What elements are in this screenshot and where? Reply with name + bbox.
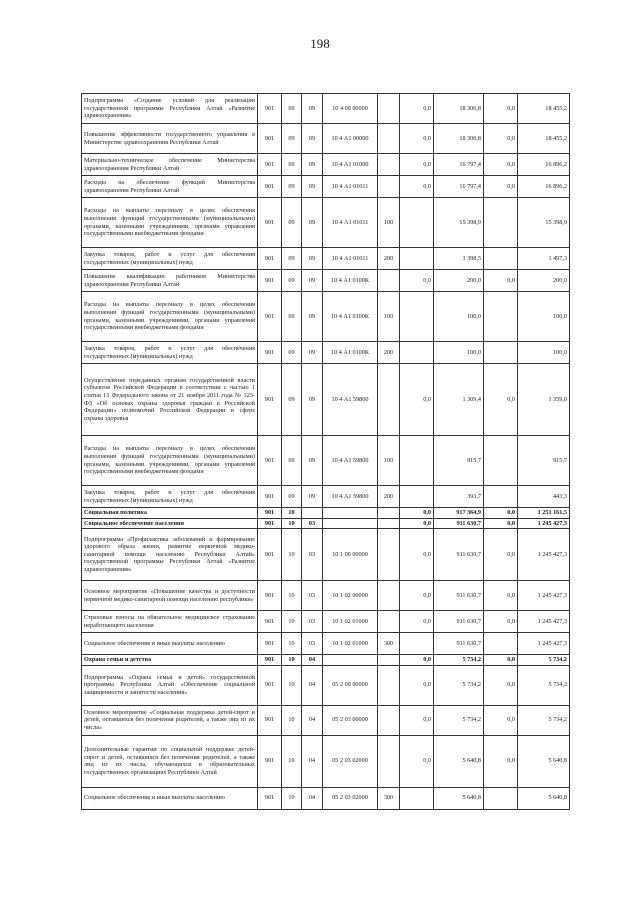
admin-code: 901	[258, 292, 282, 342]
expense-type: 200	[378, 342, 400, 364]
amount-3: 0,0	[484, 735, 518, 787]
target-article: 10 4 А1 01011	[323, 176, 378, 198]
row-name: Осуществление переданных органам государственной власти субъектов Российской Федерации в соответствии с частью 1 статьи 15 Федерального закона от 21 ноября 2011 года № 323-ФЗ «Об основах охраны здоровья граждан в Российской Федерации» полномочий Российской Федерации в сфере охраны здоровья	[82, 364, 258, 436]
table-row	[82, 124, 570, 154]
subsection-code: 04	[302, 705, 323, 735]
amount-4: 5 734,2	[518, 705, 570, 735]
amount-1	[400, 248, 434, 270]
amount-3: 0,0	[484, 176, 518, 198]
subsection-code: 04	[302, 787, 323, 809]
admin-code: 901	[258, 581, 282, 611]
table-row	[82, 292, 570, 342]
amount-3: 0,0	[484, 665, 518, 705]
subsection-code	[302, 508, 323, 519]
amount-1	[400, 486, 434, 508]
amount-1: 0,0	[400, 518, 434, 529]
expense-type: 300	[378, 633, 400, 655]
section-code: 09	[282, 154, 302, 176]
section-code: 10	[282, 633, 302, 655]
row-name: Повышение эффективности государственного управления в Министерстве здравоохранения Республики Алтай	[82, 124, 258, 154]
amount-3: 0,0	[484, 655, 518, 666]
amount-2: 5 734,2	[434, 655, 484, 666]
admin-code: 901	[258, 529, 282, 581]
amount-1	[400, 198, 434, 248]
section-code: 10	[282, 611, 302, 633]
section-code: 09	[282, 270, 302, 292]
subsection-code: 09	[302, 176, 323, 198]
budget-table	[81, 93, 570, 810]
expense-type: 200	[378, 486, 400, 508]
amount-2: 5 734,2	[434, 665, 484, 705]
section-code: 10	[282, 508, 302, 519]
table-row	[82, 611, 570, 633]
amount-1: 0,0	[400, 705, 434, 735]
expense-type	[378, 655, 400, 666]
amount-1	[400, 436, 434, 486]
amount-4: 16 896,2	[518, 176, 570, 198]
admin-code: 901	[258, 154, 282, 176]
subsection-code: 09	[302, 486, 323, 508]
target-article: 10 4 00 00000	[323, 94, 378, 124]
table-row	[82, 508, 570, 519]
subsection-code: 04	[302, 655, 323, 666]
row-name: Расходы на выплаты персоналу в целях обеспечения выполнения функций государственными (муниципальными) органами, казенными учреждениями, органами управления государственными внебюджетными фондами	[82, 292, 258, 342]
amount-4: 1 245 427,3	[518, 529, 570, 581]
admin-code: 901	[258, 248, 282, 270]
row-name: Социальная политика	[82, 508, 258, 519]
subsection-code: 09	[302, 364, 323, 436]
amount-1: 0,0	[400, 94, 434, 124]
section-code: 10	[282, 581, 302, 611]
amount-3: 0,0	[484, 581, 518, 611]
row-name: Основное мероприятие «Социальная поддержка детей-сирот и детей, оставшихся без попечения родителей, а также лиц из их числа»	[82, 705, 258, 735]
amount-1	[400, 292, 434, 342]
amount-2: 18 306,8	[434, 124, 484, 154]
admin-code: 901	[258, 665, 282, 705]
amount-3: 0,0	[484, 705, 518, 735]
section-code: 09	[282, 486, 302, 508]
table-row	[82, 529, 570, 581]
amount-1	[400, 633, 434, 655]
table-row	[82, 436, 570, 486]
target-article: 10 4 А1 0100К	[323, 292, 378, 342]
table-row	[82, 705, 570, 735]
target-article: 05 2 03 00000	[323, 705, 378, 735]
admin-code: 901	[258, 655, 282, 666]
section-code: 09	[282, 124, 302, 154]
row-name: Подпрограмма «Создание условий для реализации государственной программы Республики Алтай «Развитие здравоохранения»	[82, 94, 258, 124]
expense-type	[378, 270, 400, 292]
target-article: 05 2 03 02000	[323, 787, 378, 809]
admin-code: 901	[258, 94, 282, 124]
table-row	[82, 94, 570, 124]
amount-1: 0,0	[400, 508, 434, 519]
subsection-code: 03	[302, 529, 323, 581]
amount-4: 1 245 427,3	[518, 518, 570, 529]
target-article: 10 1 02 00000	[323, 581, 378, 611]
amount-2: 911 630,7	[434, 518, 484, 529]
admin-code: 901	[258, 787, 282, 809]
amount-2: 18 306,8	[434, 94, 484, 124]
row-name: Закупка товаров, работ и услуг для обеспечения государственных (муниципальных) нужд	[82, 342, 258, 364]
amount-2: 200,0	[434, 270, 484, 292]
amount-4: 5 640,8	[518, 787, 570, 809]
section-code: 10	[282, 665, 302, 705]
subsection-code: 03	[302, 611, 323, 633]
section-code: 10	[282, 529, 302, 581]
amount-2: 16 797,4	[434, 154, 484, 176]
amount-1: 0,0	[400, 364, 434, 436]
table-row	[82, 248, 570, 270]
subsection-code: 09	[302, 94, 323, 124]
target-article: 10 1 02 01000	[323, 611, 378, 633]
table-row	[82, 655, 570, 666]
table-row	[82, 154, 570, 176]
amount-2: 911 630,7	[434, 611, 484, 633]
table-row	[82, 364, 570, 436]
amount-4: 16 896,2	[518, 154, 570, 176]
table-row	[82, 176, 570, 198]
amount-3	[484, 248, 518, 270]
target-article: 10 4 А1 59800	[323, 486, 378, 508]
row-name: Закупка товаров, работ и услуг для обеспечения государственных (муниципальных) нужд	[82, 486, 258, 508]
amount-1: 0,0	[400, 665, 434, 705]
amount-3: 0,0	[484, 270, 518, 292]
amount-3	[484, 486, 518, 508]
admin-code: 901	[258, 342, 282, 364]
section-code: 09	[282, 248, 302, 270]
target-article: 05 2 00 00000	[323, 665, 378, 705]
amount-4: 5 734,2	[518, 655, 570, 666]
amount-1	[400, 787, 434, 809]
amount-3	[484, 198, 518, 248]
subsection-code: 03	[302, 633, 323, 655]
row-name: Материально-техническое обеспечение Министерства здравоохранения Республики Алтай	[82, 154, 258, 176]
amount-2: 5 640,8	[434, 735, 484, 787]
amount-3: 0,0	[484, 364, 518, 436]
subsection-code: 09	[302, 198, 323, 248]
admin-code: 901	[258, 198, 282, 248]
target-article	[323, 508, 378, 519]
amount-4: 1 359,0	[518, 364, 570, 436]
expense-type	[378, 705, 400, 735]
expense-type	[378, 154, 400, 176]
target-article: 10 4 А1 01000	[323, 154, 378, 176]
amount-4: 915,7	[518, 436, 570, 486]
amount-2: 5 640,8	[434, 787, 484, 809]
amount-3	[484, 292, 518, 342]
table-row	[82, 342, 570, 364]
section-code: 10	[282, 735, 302, 787]
amount-1: 0,0	[400, 611, 434, 633]
amount-3: 0,0	[484, 154, 518, 176]
admin-code: 901	[258, 518, 282, 529]
section-code: 09	[282, 176, 302, 198]
expense-type	[378, 364, 400, 436]
amount-2: 911 630,7	[434, 529, 484, 581]
amount-3: 0,0	[484, 94, 518, 124]
budget-table-body	[82, 94, 570, 810]
amount-2: 915,7	[434, 436, 484, 486]
amount-3: 0,0	[484, 518, 518, 529]
target-article: 10 4 А1 00000	[323, 124, 378, 154]
amount-1: 0,0	[400, 176, 434, 198]
expense-type	[378, 508, 400, 519]
amount-1: 0,0	[400, 270, 434, 292]
subsection-code: 09	[302, 342, 323, 364]
row-name: Расходы на обеспечение функций Министерства здравоохранения Республики Алтай	[82, 176, 258, 198]
table-row	[82, 633, 570, 655]
subsection-code: 09	[302, 124, 323, 154]
row-name: Расходы на выплаты персоналу в целях обеспечения выполнения функций государственными (муниципальными) органами, казенными учреждениями, органами управления государственными внебюджетными фондами	[82, 436, 258, 486]
admin-code: 901	[258, 508, 282, 519]
target-article: 10 4 А1 59800	[323, 364, 378, 436]
admin-code: 901	[258, 176, 282, 198]
amount-4: 18 455,2	[518, 94, 570, 124]
amount-4: 15 398,9	[518, 198, 570, 248]
page-number: 198	[310, 36, 330, 51]
amount-4: 443,3	[518, 486, 570, 508]
subsection-code: 09	[302, 270, 323, 292]
amount-3	[484, 342, 518, 364]
target-article: 10 4 А1 0100К	[323, 342, 378, 364]
subsection-code: 09	[302, 248, 323, 270]
amount-3	[484, 633, 518, 655]
admin-code: 901	[258, 364, 282, 436]
row-name: Основное мероприятие «Повышение качества и доступности первичной медико-санитарной помощи населению республики»	[82, 581, 258, 611]
admin-code: 901	[258, 270, 282, 292]
table-row	[82, 486, 570, 508]
expense-type	[378, 529, 400, 581]
admin-code: 901	[258, 124, 282, 154]
target-article: 10 4 А1 0100К	[323, 270, 378, 292]
amount-2: 1 398,5	[434, 248, 484, 270]
expense-type	[378, 94, 400, 124]
row-name: Повышение квалификации работников Министерства здравоохранения Республики Алтай	[82, 270, 258, 292]
row-name: Социальное обеспечение и иные выплаты населению	[82, 633, 258, 655]
target-article: 10 4 А1 59800	[323, 436, 378, 486]
target-article: 10 1 00 00000	[323, 529, 378, 581]
amount-4: 5 734,2	[518, 665, 570, 705]
admin-code: 901	[258, 486, 282, 508]
row-name: Социальное обеспечение населения	[82, 518, 258, 529]
row-name: Дополнительные гарантии по социальной поддержке детей-сирот и детей, оставшихся без попечения родителей, а также лиц из их числа, обучающихся в образовательных государственных организациях Республики Алтай	[82, 735, 258, 787]
admin-code: 901	[258, 705, 282, 735]
amount-1: 0,0	[400, 154, 434, 176]
amount-4: 200,0	[518, 270, 570, 292]
table-row	[82, 518, 570, 529]
amount-3	[484, 787, 518, 809]
amount-2: 911 630,7	[434, 581, 484, 611]
subsection-code: 04	[302, 735, 323, 787]
amount-4: 1 245 427,3	[518, 611, 570, 633]
expense-type	[378, 581, 400, 611]
expense-type	[378, 735, 400, 787]
amount-4: 1 251 161,5	[518, 508, 570, 519]
amount-3	[484, 436, 518, 486]
amount-1	[400, 342, 434, 364]
amount-4: 1 245 427,3	[518, 581, 570, 611]
amount-4: 100,0	[518, 342, 570, 364]
admin-code: 901	[258, 436, 282, 486]
amount-3: 0,0	[484, 529, 518, 581]
section-code: 09	[282, 342, 302, 364]
table-row	[82, 198, 570, 248]
amount-2: 1 309,4	[434, 364, 484, 436]
section-code: 09	[282, 198, 302, 248]
section-code: 09	[282, 364, 302, 436]
amount-2: 100,0	[434, 342, 484, 364]
table-row	[82, 787, 570, 809]
amount-1: 0,0	[400, 655, 434, 666]
amount-2: 393,7	[434, 486, 484, 508]
amount-1: 0,0	[400, 529, 434, 581]
row-name: Охрана семьи и детства	[82, 655, 258, 666]
amount-2: 5 734,2	[434, 705, 484, 735]
section-code: 10	[282, 655, 302, 666]
subsection-code: 04	[302, 665, 323, 705]
amount-2: 917 364,9	[434, 508, 484, 519]
row-name: Расходы на выплаты персоналу в целях обеспечения выполнения функций государственными (муниципальными) органами, казенными учреждениями, органами управления государственными внебюджетными фондами	[82, 198, 258, 248]
amount-3: 0,0	[484, 508, 518, 519]
row-name: Подпрограмма «Профилактика заболеваний и формирование здорового образа жизни, развитие первичной медико-санитарной помощи населению Республики Алтай» государственной программы Республики Алтай «Развитие здравоохранения»	[82, 529, 258, 581]
expense-type	[378, 518, 400, 529]
target-article	[323, 518, 378, 529]
subsection-code: 03	[302, 518, 323, 529]
expense-type: 100	[378, 436, 400, 486]
expense-type: 100	[378, 198, 400, 248]
table-row	[82, 665, 570, 705]
target-article: 10 4 А1 01011	[323, 198, 378, 248]
target-article	[323, 655, 378, 666]
subsection-code: 09	[302, 292, 323, 342]
section-code: 09	[282, 292, 302, 342]
expense-type	[378, 665, 400, 705]
subsection-code: 09	[302, 154, 323, 176]
row-name: Закупка товаров, работ и услуг для обеспечения государственных (муниципальных) нужд	[82, 248, 258, 270]
amount-1: 0,0	[400, 735, 434, 787]
expense-type: 300	[378, 787, 400, 809]
admin-code: 901	[258, 611, 282, 633]
table-row	[82, 581, 570, 611]
section-code: 10	[282, 787, 302, 809]
section-code: 09	[282, 94, 302, 124]
amount-2: 911 630,7	[434, 633, 484, 655]
section-code: 09	[282, 436, 302, 486]
amount-4: 1 497,3	[518, 248, 570, 270]
amount-2: 100,0	[434, 292, 484, 342]
row-name: Страховые взносы на обязательное медицинское страхование неработающего населения	[82, 611, 258, 633]
amount-4: 18 455,2	[518, 124, 570, 154]
target-article: 10 1 02 01000	[323, 633, 378, 655]
table-row	[82, 270, 570, 292]
target-article: 10 4 А1 01011	[323, 248, 378, 270]
admin-code: 901	[258, 633, 282, 655]
amount-2: 15 398,9	[434, 198, 484, 248]
expense-type: 100	[378, 292, 400, 342]
expense-type	[378, 611, 400, 633]
subsection-code: 09	[302, 436, 323, 486]
expense-type: 200	[378, 248, 400, 270]
amount-1: 0,0	[400, 124, 434, 154]
target-article: 05 2 03 02000	[323, 735, 378, 787]
amount-4: 1 245 427,3	[518, 633, 570, 655]
section-code: 10	[282, 518, 302, 529]
amount-3: 0,0	[484, 611, 518, 633]
amount-3: 0,0	[484, 124, 518, 154]
row-name: Социальное обеспечение и иные выплаты населению	[82, 787, 258, 809]
table-row	[82, 735, 570, 787]
expense-type	[378, 176, 400, 198]
amount-4: 100,0	[518, 292, 570, 342]
row-name: Подпрограмма «Охрана семьи и детей» государственной программы Республики Алтай «Обеспечение социальной защищенности и занятости населения»	[82, 665, 258, 705]
section-code: 10	[282, 705, 302, 735]
admin-code: 901	[258, 735, 282, 787]
expense-type	[378, 124, 400, 154]
subsection-code: 03	[302, 581, 323, 611]
amount-1: 0,0	[400, 581, 434, 611]
amount-2: 16 797,4	[434, 176, 484, 198]
amount-4: 5 640,8	[518, 735, 570, 787]
